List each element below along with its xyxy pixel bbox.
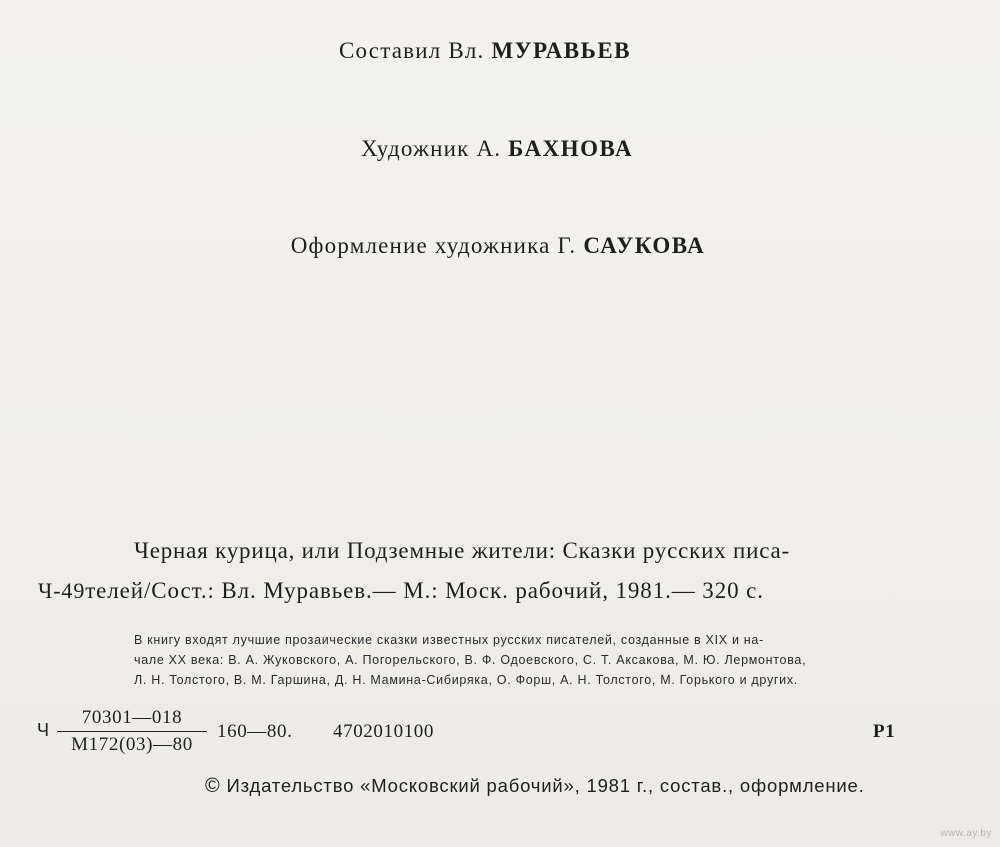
bibliography-line-1: Черная курица, или Подземные жители: Сказки русских писа- [134,538,791,563]
copyright-text: Издательство «Московский рабочий», 1981 г., состав., оформление. [226,775,865,796]
bibliography-line-2-text: телей/Сост.: Вл. Муравьев.— М.: Моск. рабочий, 1981.— 320 с. [85,578,764,603]
copyright-symbol: © [205,775,221,797]
price-code: Р1 [873,721,896,742]
compiler-prefix: Составил Вл. [338,38,485,63]
annotation-line-3: Л. Н. Толстого, В. М. Гаршина, Д. Н. Мамина-Сибиряка, О. Форш, А. Н. Толстого, М. Горького и других. [134,673,798,687]
artist-credit [0,136,997,162]
copyright-line [205,775,865,798]
classification-code-1: 160—80. [217,721,293,742]
design-credit [0,233,998,259]
design-artist-name: САУКОВА [583,233,706,258]
compiler-credit [0,38,985,64]
compiler-name: МУРАВЬЕВ [491,38,632,63]
classification-code-2: 4702010100 [333,721,434,742]
fraction-numerator: 70301—018 [57,707,207,732]
bibliography-line-2 [38,578,764,604]
annotation-line-1: В книгу входят лучшие прозаические сказки известных русских писателей, созданные в XIX и на- [134,633,764,647]
artist-prefix: Художник А. [360,136,502,161]
author-mark-code: Ч-49 [38,578,86,603]
fraction-denominator: М172(03)—80 [71,734,193,755]
artist-name: БАХНОВА [508,136,634,161]
classification-fraction [57,707,207,756]
classification-letter: Ч [37,720,50,740]
design-prefix: Оформление художника Г. [290,233,577,258]
watermark: www.ay.by [940,828,992,839]
classification-row [0,707,1000,757]
annotation-line-2: чале XX века: В. А. Жуковского, А. Погорельского, В. Ф. Одоевского, С. Т. Аксакова, М. Ю. Лермонтова, [134,653,807,667]
